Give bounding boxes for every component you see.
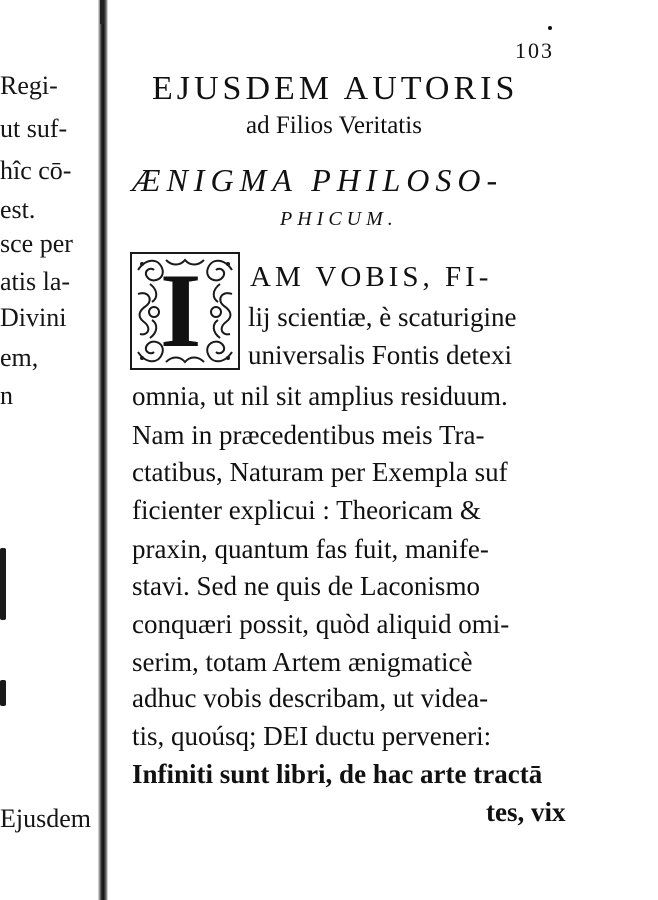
text-line: tis, quoúsq; DEI ductu perveneri: [132, 721, 492, 751]
text-line: adhuc vobis describam, ut videa- [132, 683, 489, 713]
left-page-line: atis la- [0, 267, 71, 296]
text-line: universalis Fontis detexi [248, 340, 512, 370]
text-line: stavi. Sed ne quis de Laconismo [132, 571, 480, 601]
text-line: lij scientiæ, è scaturigine [248, 302, 517, 332]
left-page-line: Divini [0, 303, 67, 332]
text-line: Nam in præcedentibus meis Tra- [132, 420, 485, 450]
binding-gutter-mark [100, 0, 104, 24]
text-line: conquæri possit, quòd aliquid omi- [132, 609, 510, 639]
text-line: Infiniti sunt libri, de hac arte tractā [132, 759, 543, 789]
left-page-line: ut suf- [0, 114, 68, 143]
binding-gutter [98, 0, 108, 900]
left-page-line: est. [0, 195, 36, 224]
ornamental-initial [130, 252, 240, 370]
left-page-line: Regi- [0, 71, 58, 100]
left-page-ink-mark [0, 548, 6, 620]
left-page-line: hîc cō- [0, 156, 72, 185]
text-line: omnia, ut nil sit amplius residuum. [132, 381, 508, 411]
chapter-title: EJUSDEM AUTORIS [152, 70, 519, 107]
text-line: ctatibus, Naturam per Exempla suf [132, 457, 508, 487]
left-page-line: sce per [0, 229, 73, 258]
left-page-line: n [0, 381, 13, 410]
page-number: 103 [515, 38, 554, 63]
chapter-subtitle: ad Filios Veritatis [246, 112, 422, 139]
initial-letter: I [160, 252, 202, 369]
text-line: AM VOBIS, FI- [250, 261, 493, 293]
text-line: serim, totam Artem ænigmaticè [132, 647, 473, 677]
left-page-catchword: Ejusdem [0, 804, 91, 833]
catchword: tes, vix [486, 797, 566, 827]
left-page-line: em, [0, 343, 39, 372]
page-dot [548, 26, 552, 30]
left-page-ink-mark [0, 680, 6, 706]
left-facing-page [0, 0, 100, 900]
section-heading-continuation: PHICUM. [280, 208, 398, 230]
text-line: ficienter explicui : Theoricam & [132, 495, 481, 525]
section-heading: ÆNIGMA PHILOSO- [132, 162, 504, 198]
text-line: praxin, quantum fas fuit, manife- [132, 534, 489, 564]
